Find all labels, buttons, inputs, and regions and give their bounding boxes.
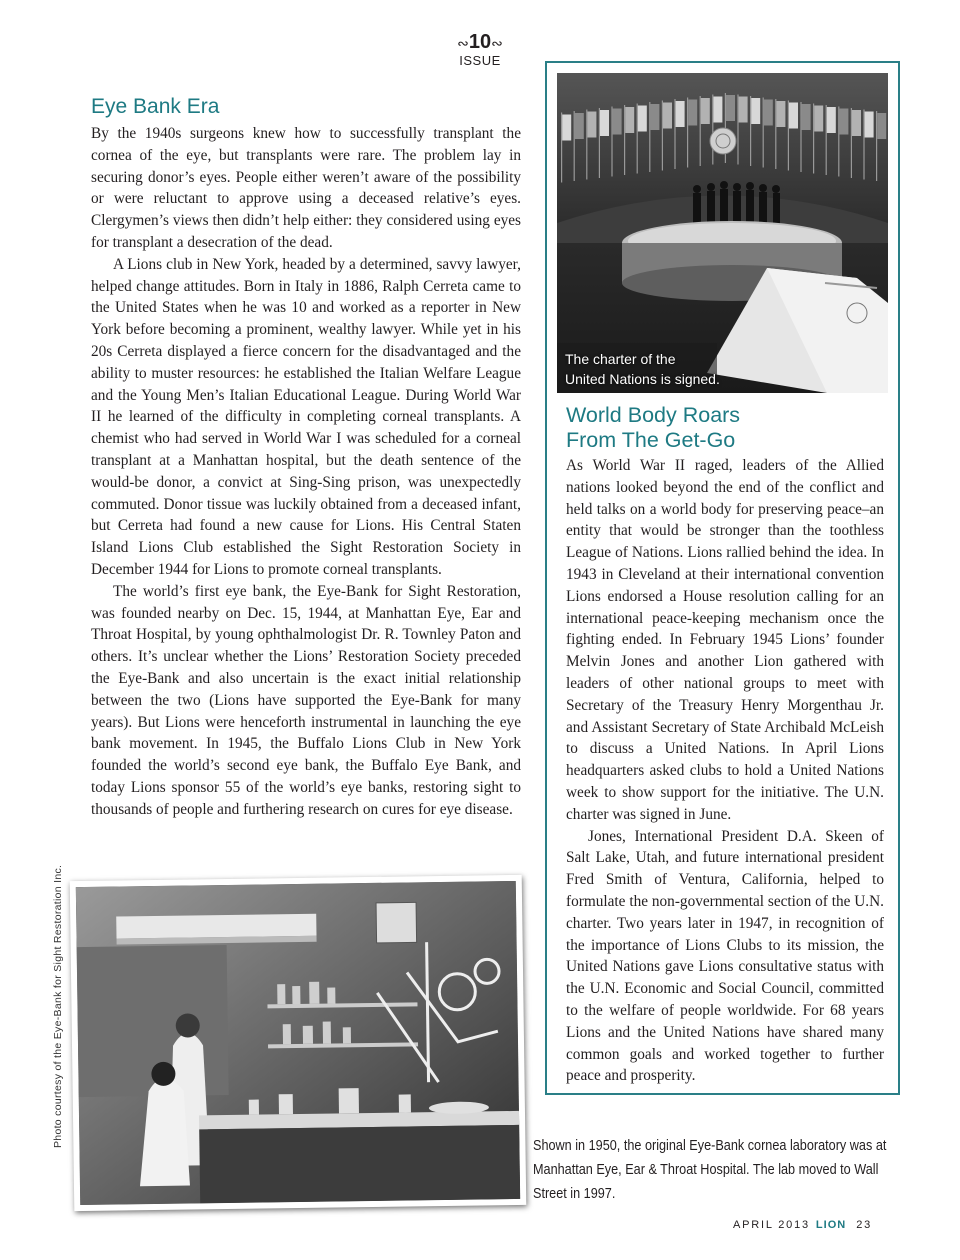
footer-date: APRIL 2013 <box>733 1219 810 1231</box>
sidebar-paragraph: Jones, International President D.A. Skeen of Salt Lake, Utah, and future international president Fred Smith of Ventura, California, helped to formulate the non-governmental section of the U.N. charter. Two years later in 1947, in recognition of the importance of Lions Clubs to its mission, the United Nations gave Lions consultative status with the U.N. Economic and Social Council, committed to the welfare of people worldwide. For 68 years Lions and the United Nations have shared many common goals and worked together to further peace and prosperity. <box>566 827 884 1085</box>
left-ornament-icon: ∾ <box>457 37 469 52</box>
article-body <box>91 123 521 821</box>
issue-number: 10 <box>468 31 492 53</box>
un-sidebar <box>545 61 900 1095</box>
page-footer <box>733 1219 872 1231</box>
issue-badge <box>440 32 520 67</box>
un-charter-photo <box>557 73 888 393</box>
article-paragraph: By the 1940s surgeons knew how to successfully transplant the cornea of the eye, but transplants were rare. The problem lay in securing donor’s eyes. People either weren’t aware of the possibility or were reluctant to approve using a deceased relative’s eyes. Clergymen’s views then didn’t help either: they considered using eyes for transplant a desecration of the dead. <box>91 125 521 251</box>
caption-line: The charter of the <box>565 351 676 367</box>
page-number: 23 <box>856 1219 873 1231</box>
article-paragraph: A Lions club in New York, headed by a determined, savvy lawyer, helped change attitudes. Born in Italy in 1886, Ralph Cerreta came to the United States when he was 10 and worked as a reporter in New York before becoming a prominent, wealthy lawyer. While yet in his 20s Cerreta displayed a fierce concern for the disadvantaged and the ability to muster resources: he established the Italian Welfare League and the Young Men’s Italian Educational League. During World War II he learned of the difficulty in completing corneal transplants. A chemist who had served in World War I was scheduled for a corneal transplant at a Manhattan hospital, but the death sentence of the would-be donor, a convict at Sing-Sing prison, was unexpectedly commuted. Donor tissue was luckily obtained from a deceased infant, but Cerreta had found a new cause for Lions. His Central Staten Island Lions Club established the Sight Restoration Society in December 1944 for Lions to promote corneal transplants. <box>91 255 521 578</box>
issue-label: ISSUE <box>459 53 501 68</box>
eye-bank-lab-photo <box>76 881 520 1205</box>
article-paragraph: The world’s first eye bank, the Eye-Bank for Sight Restoration, was founded nearby on Dec. 15, 1944, at Manhattan Eye, Ear and Throat Hospital, by young ophthalmologist Dr. R. Townley Paton and others. It’s unclear whether the Lions’ Restoration Society preceded the Eye-Bank and also uncertain is the exact initial relationship between the two (Lions have supported the Eye-Bank for many years). But Lions were henceforth instrumental in launching the eye bank movement. In 1945, the Buffalo Lions Club in New York founded the world’s second eye bank, the Buffalo Eye Bank, and today Lions sponsor 55 of the world’s eye banks, restoring sight to thousands of people and furthering research on cures for eye disease. <box>91 582 521 818</box>
un-photo-caption <box>565 349 720 389</box>
un-charter-image <box>557 73 888 393</box>
heading-line: World Body Roars <box>566 403 741 427</box>
sidebar-body <box>566 455 884 1087</box>
right-ornament-icon: ∾ <box>491 37 503 52</box>
photo-credit: Photo courtesy of the Eye-Bank for Sight Restoration Inc. <box>52 864 64 1148</box>
lab-photo-caption: Shown in 1950, the original Eye-Bank cornea laboratory was at Manhattan Eye, Ear & Throat Hospital. The lab moved to Wall Street in 1997. <box>533 1138 887 1202</box>
article-heading: Eye Bank Era <box>91 95 220 118</box>
footer-magazine: LION <box>815 1219 847 1231</box>
sidebar-paragraph: As World War II raged, leaders of the Allied nations looked beyond the end of the conflict and held talks on a world body for preserving peace–an entity that would be stronger than the toothless League of Nations. Lions rallied behind the idea. In 1943 in Cleveland at their international convention Lions endorsed a House resolution calling for an international peace-keeping mechanism once the fighting ended. In February 1945 Lions’ founder Melvin Jones and another Lion gathered with leaders of other national groups to meet with Secretary of the Treasury Henry Morgenthau Jr. and Assistant Secretary of State Archibald McLeish to discuss a United Nations. In April Lions headquarters asked clubs to hold a United Nations week to show support for the initiative. The U.N. charter was signed in June. <box>566 457 884 823</box>
lab-image <box>76 881 520 1205</box>
sidebar-heading <box>566 403 886 453</box>
lab-photo-frame <box>70 875 527 1211</box>
heading-line: From The Get-Go <box>566 428 736 452</box>
caption-line: United Nations is signed. <box>565 371 720 387</box>
eye-bank-article <box>91 94 521 821</box>
